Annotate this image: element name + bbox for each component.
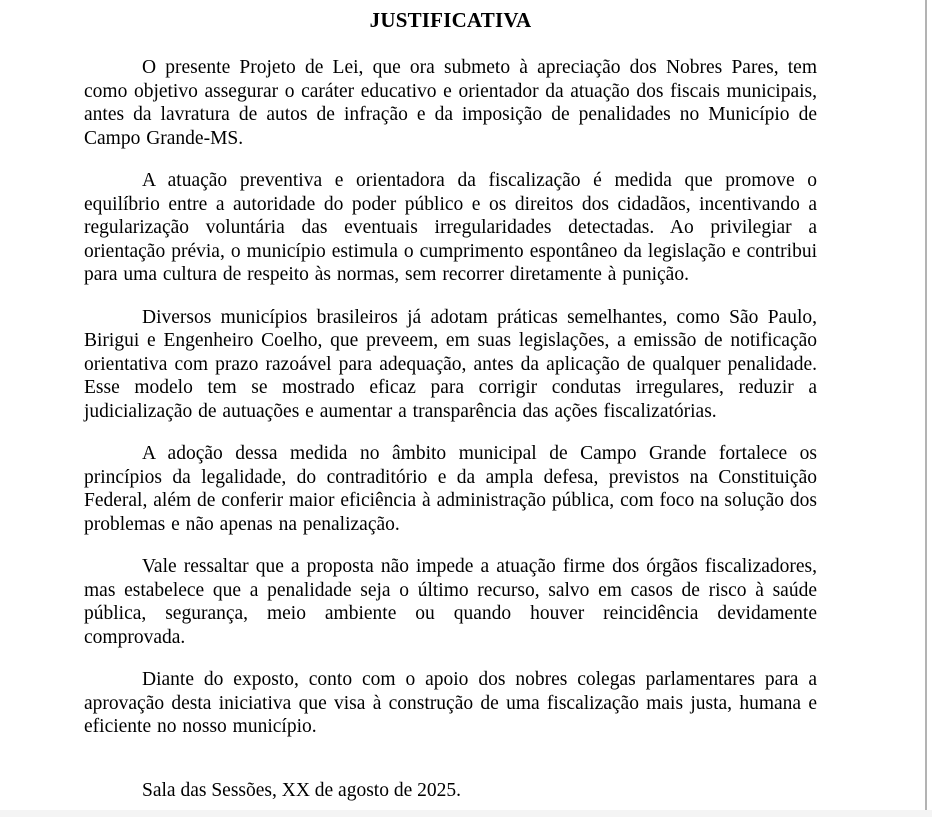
document-title: JUSTIFICATIVA: [369, 8, 532, 32]
document-page: [84, 8, 817, 802]
window-bottom-strip: [0, 810, 932, 817]
paragraph-intro: O presente Projeto de Lei, que ora submeto à apreciação dos Nobres Pares, tem como objetivo assegurar o caráter educativo e orientador da atuação dos fiscais municipais, antes da lavratura de autos de infração e da imposição de penalidades no Município de Campo Grande-MS.: [84, 57, 817, 149]
session-date-line: Sala das Sessões, XX de agosto de 2025.: [142, 779, 461, 801]
paragraph-penalty-last-resort: Vale ressaltar que a proposta não impede a atuação firme dos órgãos fiscalizadores, mas estabelece que a penalidade seja o último recurso, salvo em casos de risco à saúde pública, segurança, meio ambiente ou quando houver reincidência devidamente comprovada.: [84, 556, 817, 648]
paragraph-preventive-action: A atuação preventiva e orientadora da fiscalização é medida que promove o equilíbrio entre a autoridade do poder público e os direitos dos cidadãos, incentivando a regularização voluntária das eventuais irregularidades detectadas. Ao privilegiar a orientação prévia, o município estimula o cumprimento espontâneo da legislação e contribui para uma cultura de respeito às normas, sem recorrer diretamente à punição.: [84, 170, 817, 285]
paragraph-closing-appeal: Diante do exposto, conto com o apoio dos nobres colegas parlamentares para a aprovação desta iniciativa que visa à construção de uma fiscalização mais justa, humana e eficiente no nosso município.: [84, 669, 817, 737]
paragraph-other-municipalities: Diversos municípios brasileiros já adotam práticas semelhantes, como São Paulo, Birigui e Engenheiro Coelho, que preveem, em suas legislações, a emissão de notificação orientativa com prazo razoável para adequação, antes da aplicação de qualquer penalidade. Esse modelo tem se mostrado eficaz para corrigir condutas irregulares, reduzir a judicialização de autuações e aumentar a transparência das ações fiscalizatórias.: [84, 306, 817, 422]
window-right-border: [925, 0, 927, 817]
paragraph-legal-principles: A adoção dessa medida no âmbito municipal de Campo Grande fortalece os princípios da legalidade, do contraditório e da ampla defesa, previstos na Constituição Federal, além de conferir maior eficiência à administração pública, com foco na solução dos problemas e não apenas na penalização.: [84, 443, 817, 535]
